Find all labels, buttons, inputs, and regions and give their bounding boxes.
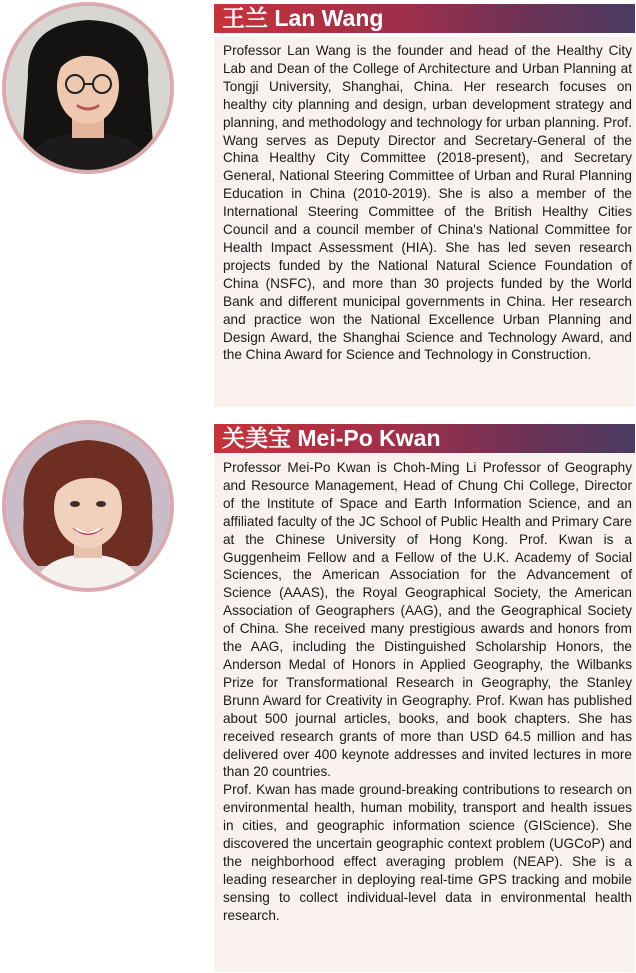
bio-box (214, 37, 635, 407)
profile-card-mei-po-kwan (0, 420, 636, 973)
avatar-photo (2, 420, 174, 592)
bio-paragraph: Professor Mei-Po Kwan is Choh-Ming Li Professor of Geography and Resource Management, Head of Chung Chi College, Director of the Institute of Space and Earth Information Science, and an affiliated faculty of the JC School of Public Health and Primary Care at the Chinese University of Hong Kong. Prof. Kwan is a Guggenheim Fellow and a Fellow of the U.K. Academy of Social Sciences, the American Association for the Advancement of Science (AAAS), the Royal Geographical Society, the American Association of Geographers (AAG), and the Geographical Society of China. She received many prestigious awards and honors from the AAG, including the Distinguished Scholarship Honors, the Anderson Medal of Honors in Applied Geography, the Wilbanks Prize for Transformational Research in Geography, the Stanley Brunn Award for Creativity in Geography. Prof. Kwan has published about 500 journal articles, books, and book chapters. She has received research grants of more than USD 64.5 million and has delivered over 400 keynote addresses and invited lectures in more than 20 countries. (223, 460, 632, 780)
name-banner (214, 424, 635, 453)
bio-paragraph: Prof. Kwan has made ground-breaking contributions to research on environmental health, human mobility, transport and health issues in cities, and geographic information science (GIScience). She discovered the uncertain geographic context problem (UGCoP) and the neighborhood effect averaging problem (NEAP). She is a leading researcher in deploying real-time GPS tracking and mobile sensing to collect individual-level data in environmental health research. (223, 782, 632, 923)
avatar-photo (2, 2, 174, 174)
portrait-illustration (6, 6, 170, 170)
speaker-name (222, 5, 383, 32)
name-chinese: 王兰 (222, 5, 268, 31)
speaker-name (222, 425, 441, 452)
profile-card-lan-wang (0, 0, 636, 410)
name-banner (214, 4, 635, 33)
bio-box (214, 454, 635, 972)
name-chinese: 关美宝 (222, 425, 291, 451)
portrait-illustration (6, 424, 170, 588)
bio-paragraph: Professor Lan Wang is the founder and head of the Healthy City Lab and Dean of the College of Architecture and Urban Planning at Tongji University, Shanghai, China. Her research focuses on healthy city planning and design, urban development strategy and planning, and methodology and technology for urban planning. Prof. Wang serves as Deputy Director and Secretary-General of the China Healthy City Committee (2018-present), and Secretary General, National Steering Committee of Urban and Rural Planning Education in China (2010-2019). She is also a member of the International Steering Committee of the British Healthy Cities Council and a council member of China's National Committee for Health Impact Assessment (HIA). She has led seven research projects funded by the National Natural Science Foundation of China (NSFC), and more than 30 projects funded by the World Bank and different municipal governments in China. Her research and practice won the National Excellence Urban Planning and Design Award, the Shanghai Science and Technology Award, and the China Award for Science and Technology in Construction. (223, 43, 632, 363)
name-english: Mei-Po Kwan (297, 425, 441, 451)
name-english: Lan Wang (274, 5, 384, 31)
